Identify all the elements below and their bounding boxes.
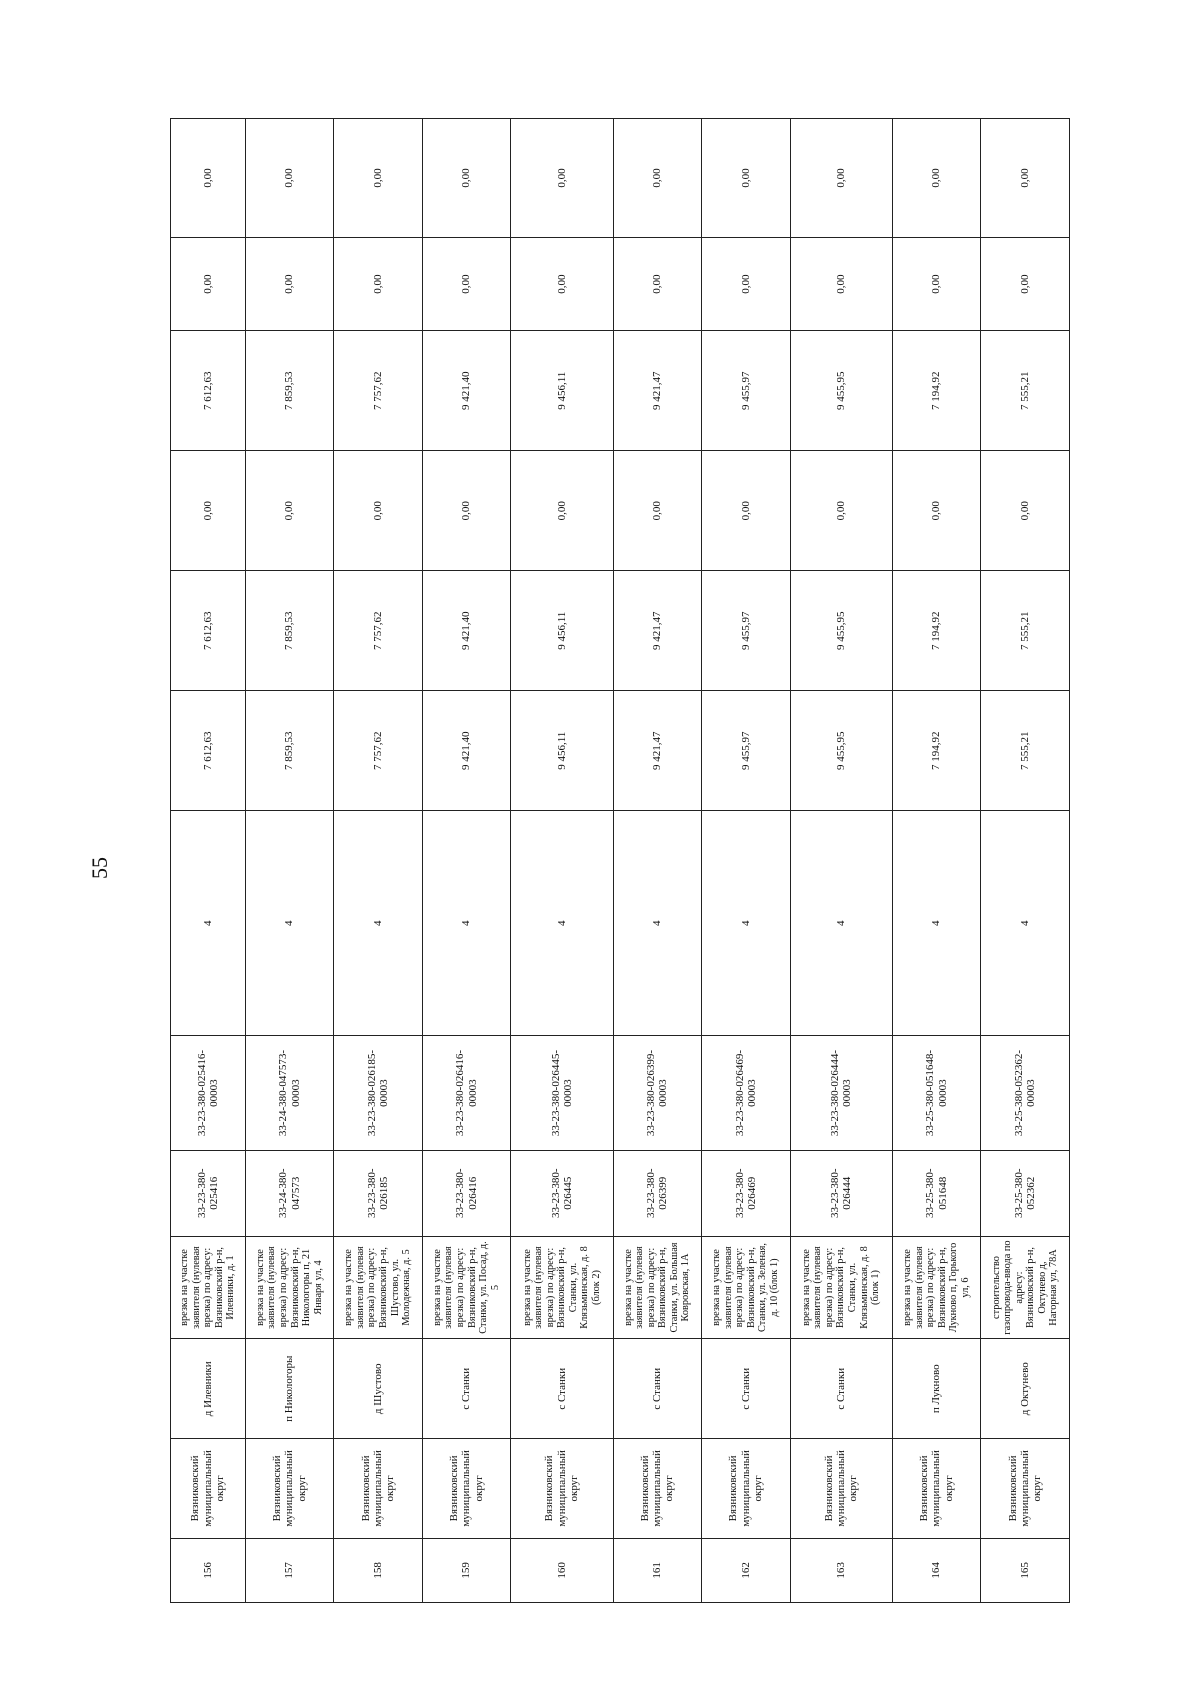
amount-cell: 0,00 (171, 238, 246, 331)
amount-cell: 9 456,11 (511, 331, 613, 451)
amount-cell: 0,00 (892, 238, 981, 331)
description-cell: врезка на участке заявителя (нулевая врезка) по адресу: Вязниковский р-н, Шустово, ул. Молодежная, д. 5 (334, 1236, 423, 1339)
district-cell: Вязниковский муниципальный округ (613, 1439, 702, 1539)
row-number: 158 (334, 1538, 423, 1602)
settlement-cell: с Станки (790, 1339, 892, 1439)
settlement-cell: д Шустово (334, 1339, 423, 1439)
category-cell: 4 (613, 811, 702, 1036)
code-cell: 33-23-380-026469 (702, 1150, 791, 1236)
district-cell: Вязниковский муниципальный округ (422, 1439, 511, 1539)
district-cell: Вязниковский муниципальный округ (511, 1439, 613, 1539)
amount-cell: 0,00 (790, 238, 892, 331)
amount-cell: 0,00 (422, 451, 511, 571)
code-cell: 33-23-380-026444 (790, 1150, 892, 1236)
amount-cell: 7 194,92 (892, 691, 981, 811)
amount-cell: 0,00 (702, 451, 791, 571)
amount-cell: 0,00 (245, 119, 334, 238)
row-number: 162 (702, 1538, 791, 1602)
object-code-cell: 33-23-380-026445-00003 (511, 1036, 613, 1151)
amount-cell: 0,00 (892, 119, 981, 238)
table-row (245, 119, 334, 1603)
settlement-cell: с Станки (702, 1339, 791, 1439)
code-cell: 33-23-380-025416 (171, 1150, 246, 1236)
amount-cell: 0,00 (613, 119, 702, 238)
amount-cell: 7 555,21 (981, 331, 1070, 451)
description-cell: врезка на участке заявителя (нулевая врезка) по адресу: Вязниковский р-н, Лукново п, Горького ул, 6 (892, 1236, 981, 1339)
code-cell: 33-23-380-026185 (334, 1150, 423, 1236)
code-cell: 33-25-380-052362 (981, 1150, 1070, 1236)
amount-cell: 0,00 (702, 238, 791, 331)
row-number: 160 (511, 1538, 613, 1602)
settlement-cell: с Станки (511, 1339, 613, 1439)
amount-cell: 9 421,47 (613, 331, 702, 451)
district-cell: Вязниковский муниципальный округ (245, 1439, 334, 1539)
category-cell: 4 (334, 811, 423, 1036)
amount-cell: 0,00 (422, 238, 511, 331)
amount-cell: 9 421,47 (613, 691, 702, 811)
amount-cell: 0,00 (511, 119, 613, 238)
settlement-cell: д Октунево (981, 1339, 1070, 1439)
amount-cell: 0,00 (790, 451, 892, 571)
district-cell: Вязниковский муниципальный округ (981, 1439, 1070, 1539)
row-number: 161 (613, 1538, 702, 1602)
amount-cell: 0,00 (171, 119, 246, 238)
amount-cell: 0,00 (245, 238, 334, 331)
amount-cell: 0,00 (981, 119, 1070, 238)
table-row (422, 119, 511, 1603)
amount-cell: 9 455,95 (790, 571, 892, 691)
amount-cell: 0,00 (511, 451, 613, 571)
table-row (702, 119, 791, 1603)
category-cell: 4 (422, 811, 511, 1036)
settlement-cell: п Никологоры (245, 1339, 334, 1439)
settlement-cell: п Лукново (892, 1339, 981, 1439)
description-cell: врезка на участке заявителя (нулевая врезка) по адресу: Вязниковский р-н, Станки, ул. Большая Ковровская, 1А (613, 1236, 702, 1339)
amount-cell: 0,00 (702, 119, 791, 238)
amount-cell: 9 455,97 (702, 571, 791, 691)
object-code-cell: 33-23-380-025416-00003 (171, 1036, 246, 1151)
description-cell: врезка на участке заявителя (нулевая врезка) по адресу: Вязниковский р-н, Станки, ул. Зеленая, д. 10 (блок 1) (702, 1236, 791, 1339)
object-code-cell: 33-24-380-047573-00003 (245, 1036, 334, 1151)
amount-cell: 7 555,21 (981, 571, 1070, 691)
object-code-cell: 33-25-380-051648-00003 (892, 1036, 981, 1151)
object-code-cell: 33-23-380-026469-00003 (702, 1036, 791, 1151)
amount-cell: 9 455,95 (790, 691, 892, 811)
page-number: 55 (87, 857, 112, 879)
code-cell: 33-23-380-026416 (422, 1150, 511, 1236)
row-number: 156 (171, 1538, 246, 1602)
object-code-cell: 33-23-380-026444-00003 (790, 1036, 892, 1151)
amount-cell: 7 612,63 (171, 571, 246, 691)
description-cell: врезка на участке заявителя (нулевая врезка) по адресу: Вязниковский р-н, Станки, ул. Посад, д. 5 (422, 1236, 511, 1339)
object-code-cell: 33-23-380-026416-00003 (422, 1036, 511, 1151)
description-cell: врезка на участке заявителя (нулевая врезка) по адресу: Вязниковский р-н, Никологоры п, 21 Января ул, 4 (245, 1236, 334, 1339)
amount-cell: 9 456,11 (511, 571, 613, 691)
amount-cell: 9 456,11 (511, 691, 613, 811)
amount-cell: 0,00 (981, 238, 1070, 331)
code-cell: 33-23-380-026445 (511, 1150, 613, 1236)
amount-cell: 9 421,47 (613, 571, 702, 691)
category-cell: 4 (892, 811, 981, 1036)
amount-cell: 0,00 (613, 451, 702, 571)
table-row (613, 119, 702, 1603)
row-number: 157 (245, 1538, 334, 1602)
category-cell: 4 (790, 811, 892, 1036)
amount-cell: 0,00 (334, 119, 423, 238)
table-row (511, 119, 613, 1603)
amount-cell: 0,00 (422, 119, 511, 238)
description-cell: врезка на участке заявителя (нулевая врезка) по адресу: Вязниковский р-н, Станки, ул. Клязьминская, д. 8 (блок 1) (790, 1236, 892, 1339)
code-cell: 33-23-380-026399 (613, 1150, 702, 1236)
amount-cell: 0,00 (171, 451, 246, 571)
district-cell: Вязниковский муниципальный округ (171, 1439, 246, 1539)
row-number: 159 (422, 1538, 511, 1602)
amount-cell: 0,00 (511, 238, 613, 331)
table-container (170, 118, 1070, 1603)
table-row (981, 119, 1070, 1603)
amount-cell: 9 455,97 (702, 691, 791, 811)
amount-cell: 7 859,53 (245, 331, 334, 451)
object-code-cell: 33-23-380-026399-00003 (613, 1036, 702, 1151)
table-row (892, 119, 981, 1603)
amount-cell: 7 757,62 (334, 691, 423, 811)
amount-cell: 7 757,62 (334, 571, 423, 691)
table-row (171, 119, 246, 1603)
amount-cell: 0,00 (790, 119, 892, 238)
code-cell: 33-25-380-051648 (892, 1150, 981, 1236)
description-cell: врезка на участке заявителя (нулевая врезка) по адресу: Вязниковский р-н, Илевники, д. 1 (171, 1236, 246, 1339)
amount-cell: 0,00 (334, 238, 423, 331)
amount-cell: 7 612,63 (171, 691, 246, 811)
district-cell: Вязниковский муниципальный округ (790, 1439, 892, 1539)
amount-cell: 0,00 (613, 238, 702, 331)
amount-cell: 0,00 (334, 451, 423, 571)
description-cell: строительство газопровода-ввода по адресу: Вязниковский р-н, Октунево д, Нагорная ул, 78А (981, 1236, 1070, 1339)
settlement-cell: с Станки (422, 1339, 511, 1439)
category-cell: 4 (245, 811, 334, 1036)
amount-cell: 7 757,62 (334, 331, 423, 451)
amount-cell: 7 194,92 (892, 331, 981, 451)
amount-cell: 9 421,40 (422, 331, 511, 451)
table-row (790, 119, 892, 1603)
row-number: 163 (790, 1538, 892, 1602)
amount-cell: 0,00 (245, 451, 334, 571)
amount-cell: 7 555,21 (981, 691, 1070, 811)
amount-cell: 0,00 (981, 451, 1070, 571)
object-code-cell: 33-25-380-052362-00003 (981, 1036, 1070, 1151)
amount-cell: 0,00 (892, 451, 981, 571)
amount-cell: 7 859,53 (245, 691, 334, 811)
amount-cell: 7 612,63 (171, 331, 246, 451)
settlement-cell: с Станки (613, 1339, 702, 1439)
table-row (334, 119, 423, 1603)
description-cell: врезка на участке заявителя (нулевая врезка) по адресу: Вязниковский р-н, Станки, ул. Клязьминская, д. 8 (блок 2) (511, 1236, 613, 1339)
district-cell: Вязниковский муниципальный округ (702, 1439, 791, 1539)
category-cell: 4 (171, 811, 246, 1036)
row-number: 164 (892, 1538, 981, 1602)
row-number: 165 (981, 1538, 1070, 1602)
amount-cell: 9 455,95 (790, 331, 892, 451)
object-code-cell: 33-23-380-026185-00003 (334, 1036, 423, 1151)
code-cell: 33-24-380-047573 (245, 1150, 334, 1236)
amount-cell: 7 859,53 (245, 571, 334, 691)
amount-cell: 9 421,40 (422, 691, 511, 811)
category-cell: 4 (702, 811, 791, 1036)
category-cell: 4 (981, 811, 1070, 1036)
district-cell: Вязниковский муниципальный округ (892, 1439, 981, 1539)
district-cell: Вязниковский муниципальный округ (334, 1439, 423, 1539)
amount-cell: 9 421,40 (422, 571, 511, 691)
category-cell: 4 (511, 811, 613, 1036)
amount-cell: 9 455,97 (702, 331, 791, 451)
data-table (170, 118, 1070, 1603)
settlement-cell: д Илевники (171, 1339, 246, 1439)
amount-cell: 7 194,92 (892, 571, 981, 691)
